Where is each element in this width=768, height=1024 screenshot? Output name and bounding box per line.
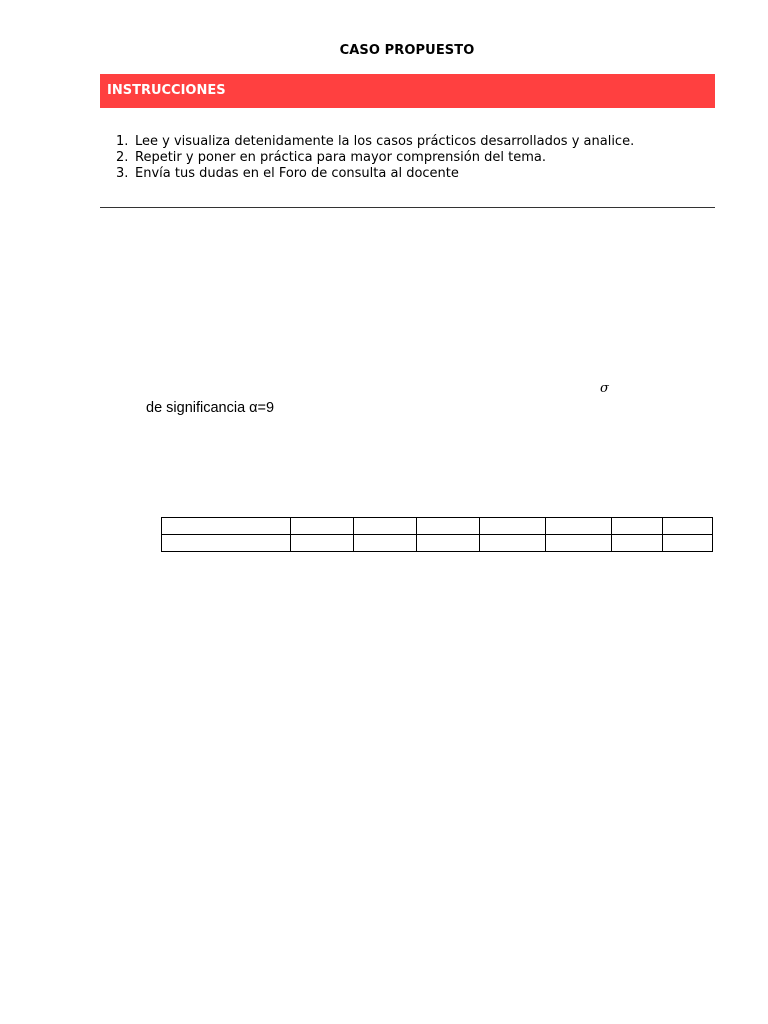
table-row — [162, 518, 713, 535]
instruction-number: 1. — [116, 134, 129, 149]
document-title: CASO PROPUESTO — [339, 43, 475, 58]
table-cell — [417, 518, 480, 535]
instructions-list — [116, 134, 634, 182]
table-cell — [480, 535, 546, 552]
instruction-text: Envía tus dudas en el Foro de consulta al docente — [135, 166, 459, 181]
table-cell — [354, 518, 417, 535]
table-cell — [291, 535, 354, 552]
table-cell — [480, 518, 546, 535]
table-cell — [162, 518, 291, 535]
instruction-item — [116, 134, 634, 150]
section-divider — [100, 207, 715, 208]
instruction-text: Lee y visualiza detenidamente la los casos prácticos desarrollados y analice. — [135, 134, 635, 149]
instruction-number: 3. — [116, 166, 129, 181]
instruction-item — [116, 166, 634, 182]
table-cell — [546, 518, 612, 535]
instruction-text: Repetir y poner en práctica para mayor comprensión del tema. — [135, 150, 546, 165]
table-cell — [663, 535, 713, 552]
table-cell — [612, 518, 663, 535]
table-row — [162, 535, 713, 552]
table-cell — [417, 535, 480, 552]
table-cell — [162, 535, 291, 552]
sigma-symbol: σ — [600, 381, 609, 396]
instructions-header: INSTRUCCIONES — [100, 74, 715, 108]
table-cell — [546, 535, 612, 552]
table-cell — [663, 518, 713, 535]
data-table — [161, 517, 713, 552]
table-cell — [291, 518, 354, 535]
table-cell — [354, 535, 417, 552]
instruction-item — [116, 150, 634, 166]
table-cell — [612, 535, 663, 552]
instruction-number: 2. — [116, 150, 129, 165]
significance-text: de significancia α=9 — [146, 400, 275, 416]
